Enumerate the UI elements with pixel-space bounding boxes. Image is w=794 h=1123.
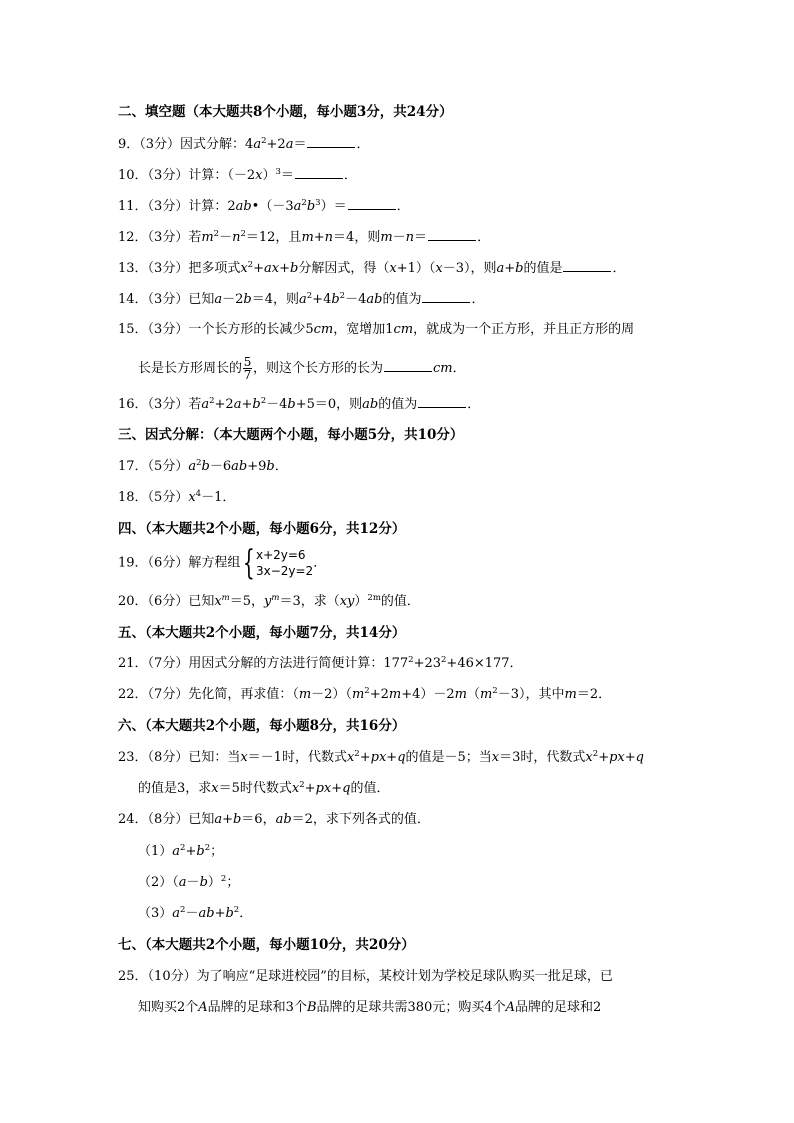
question-16: 16．（3分）若$a^2+2a+b^2-4b+5=0$，则ab的值为 ． — [118, 396, 481, 412]
question-13: 13．（3分）把多项式$x^2+ax+b$分解因式，得（x+1）（x－3），则a+b的值是 ． — [118, 260, 626, 276]
answer-blank — [348, 197, 396, 210]
section-3-title: 三、因式分解：（本大题两个小题，每小题5分，共10分） — [118, 427, 464, 443]
question-20: 20．（6分）已知$x^m=5$，$y^m=3$，求（xy）$^{2m}$的值． — [118, 593, 420, 609]
question-25-line-1: 25．（10分）为了响应“足球进校园”的目标，某校计划为学校足球队购买一批足球，已 — [118, 969, 613, 984]
question-15-line-2: 长是长方形周长的 $\frac{5}{7}$ ，则这个长方形的长为 cm． — [138, 355, 466, 382]
question-11: 11．（3分）计算：$2ab•(-3a^2b^3)=$ ． — [118, 198, 410, 214]
section-7-title: 七、（本大题共2个小题，每小题10分，共20分） — [118, 937, 415, 953]
question-22: 22．（7分）先化简，再求值：$(m-2)(m^2+2m+4)-2m(m^2-3)$，其中m＝2． — [118, 686, 612, 702]
equation-system: { x+2y=6 3x−2y=2 — [243, 543, 314, 583]
question-24-part-3: $(3)a^2-ab+b^2$． — [138, 905, 253, 921]
fraction: $\frac{5}{7}$ — [243, 355, 252, 382]
answer-blank — [295, 166, 343, 179]
question-12: 12．（3分）若$m^2-n^2=12$，且m+n＝4，则m－n＝ ． — [118, 229, 491, 245]
question-24-part-1: $(1)a^2+b^2$； — [138, 843, 224, 859]
question-18: 18．（5分）$x^4-1$． — [118, 489, 236, 505]
question-10: 10．（3分）计算：$(-2x)^3=$ ． — [118, 167, 357, 183]
answer-blank — [563, 259, 611, 272]
section-5-title: 五、（本大题共2个小题，每小题7分，共14分） — [118, 625, 406, 641]
question-25-line-2: 知购买2个A品牌的足球和3个B品牌的足球共需380元；购买4个A品牌的足球和2 — [138, 1000, 602, 1015]
question-23-line-2: 的值是3，求x＝5时代数式$x^2+px+q$的值． — [138, 780, 390, 796]
section-2-title: 二、填空题（本大题共8个小题，每小题3分，共24分） — [118, 104, 453, 120]
section-4-title: 四、（本大题共2个小题，每小题6分，共12分） — [118, 521, 406, 537]
answer-blank — [422, 290, 470, 303]
question-23-line-1: 23．（8分）已知：当x＝－1时，代数式$x^2+px+q$的值是－5；当x＝3时，代数式$x^2+px+q$ — [118, 749, 644, 765]
question-14: 14．（3分）已知a－2b＝4，则$a^2+4b^2-4ab$的值为 ． — [118, 291, 485, 307]
question-17: 17．（5分）$a^2b-6ab+9b$． — [118, 458, 288, 474]
answer-blank — [307, 135, 355, 148]
question-9: 9．（3分）因式分解：$4a^2+2a=$ ． — [118, 136, 370, 152]
answer-blank — [418, 395, 466, 408]
answer-blank — [384, 359, 432, 372]
question-24-part-2: $(2)(a-b)^2$； — [138, 874, 240, 890]
question-21: 21．（7分）用因式分解的方法进行简便计算：$177^2+23^2+46\times 177$． — [118, 655, 523, 671]
question-24: 24．（8分）已知a+b＝6，ab＝2，求下列各式的值． — [118, 812, 430, 827]
question-19: 19．（6分）解方程组 { x+2y=6 3x−2y=2 ． — [118, 543, 327, 583]
left-brace-icon: { — [243, 543, 256, 583]
section-6-title: 六、（本大题共2个小题，每小题8分，共16分） — [118, 718, 406, 734]
answer-blank — [428, 228, 476, 241]
question-15-line-1: 15．（3分）一个长方形的长减少5cm，宽增加1cm，就成为一个正方形，并且正方形的周 — [118, 322, 635, 337]
